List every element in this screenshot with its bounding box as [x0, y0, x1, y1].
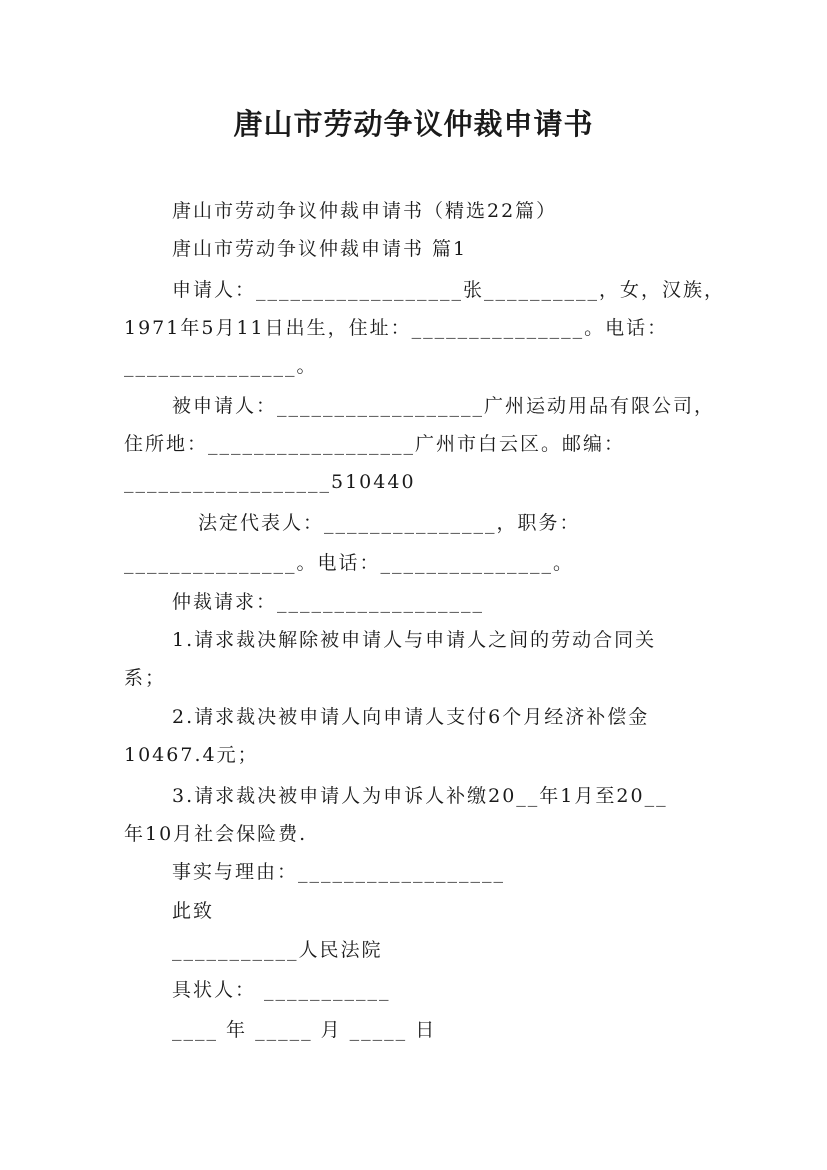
salutation-line: 此致: [172, 900, 215, 922]
legal-representative-line: 法定代表人：_______________，职务：: [198, 512, 581, 534]
claim-1-continuation: 系；: [124, 667, 167, 689]
claim-1-line: 1.请求裁决解除被申请人与申请人之间的劳动合同关: [172, 629, 657, 651]
date-line: ____ 年 _____ 月 _____ 日: [172, 1019, 437, 1041]
applicant-birth-line: 1971年5月11日出生，住址：_______________。电话：: [124, 317, 669, 339]
claim-3-continuation: 年10月社会保险费.: [124, 823, 308, 845]
arbitration-claims-heading: 仲裁请求：__________________: [172, 591, 485, 613]
claim-2-continuation: 10467.4元；: [124, 744, 259, 766]
respondent-line: 被申请人：__________________广州运动用品有限公司，: [172, 395, 716, 417]
document-title: 唐山市劳动争议仲裁申请书: [233, 107, 594, 141]
section-heading: 唐山市劳动争议仲裁申请书 篇1: [172, 238, 468, 260]
signatory-line: 具状人： ___________: [172, 979, 391, 1001]
respondent-address-line: 住所地：__________________广州市白云区。邮编：: [124, 433, 626, 455]
applicant-phone-line: _______________。: [124, 355, 318, 377]
claim-2-line: 2.请求裁决被申请人向申请人支付6个月经济补偿金: [172, 706, 650, 728]
facts-and-reasons-line: 事实与理由：__________________: [172, 861, 506, 883]
applicant-line: 申请人：__________________张__________，女，汉族，: [172, 279, 726, 301]
respondent-postcode-line: __________________510440: [124, 471, 416, 493]
claim-3-line: 3.请求裁决被申请人为申诉人补缴20__年1月至20__: [172, 785, 668, 807]
subtitle-line: 唐山市劳动争议仲裁申请书（精选22篇）: [172, 200, 558, 222]
court-line: ___________人民法院: [172, 939, 383, 961]
legal-representative-phone-line: _______________。电话：_______________。: [124, 552, 575, 574]
